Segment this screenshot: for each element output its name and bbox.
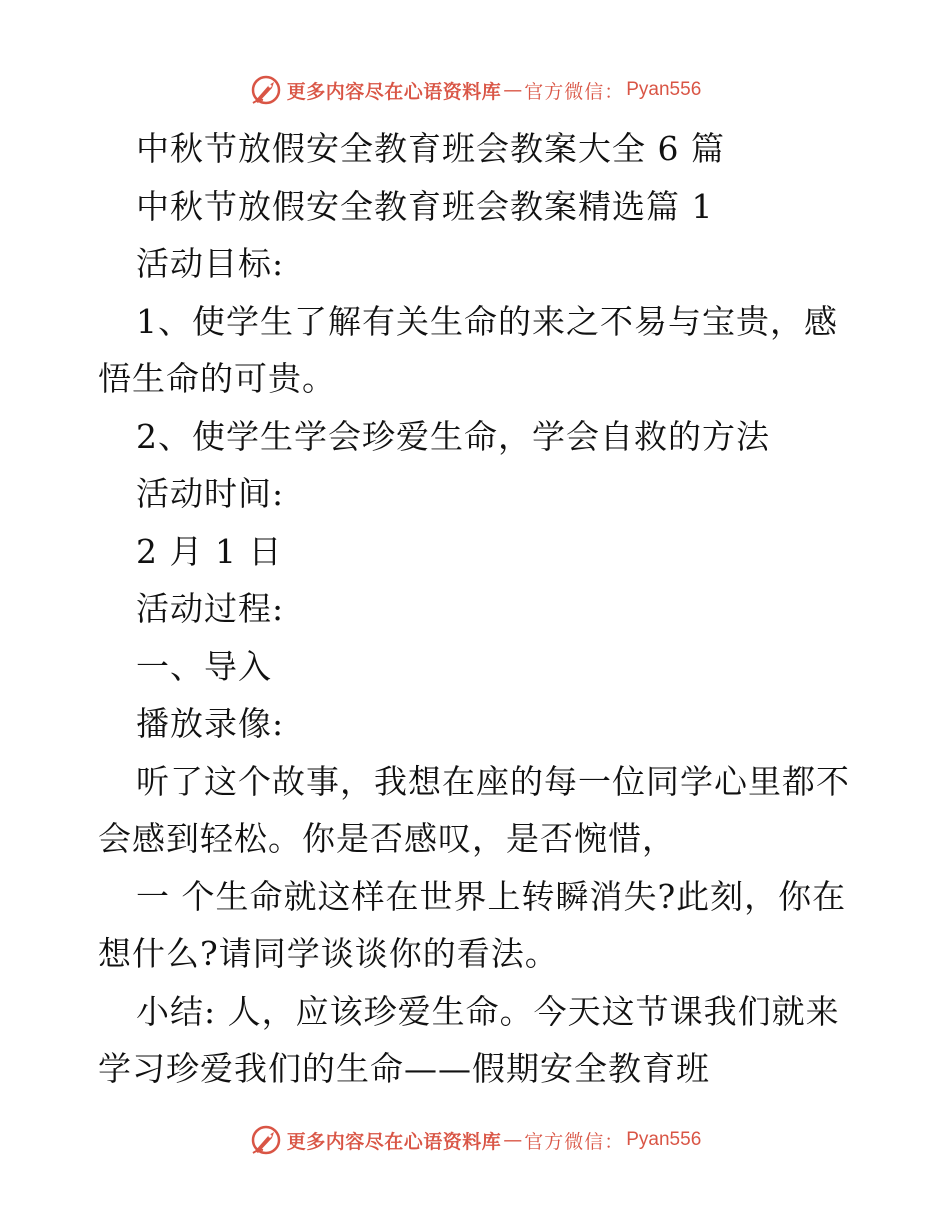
text-line: 活动时间: (136, 474, 285, 513)
text-line: 1、使学生了解有关生命的来之不易与宝贵，感 (136, 301, 838, 341)
text-line: 活动目标: (136, 244, 285, 283)
text-line: 会感到轻松。你是否感叹，是否惋惜， (98, 819, 676, 858)
text-line: 活动过程: (136, 589, 285, 628)
header-promo-text: 更多内容尽在心语资料库 (286, 80, 502, 103)
text-line: 2、使学生学会珍爱生命，学会自救的方法 (136, 416, 770, 456)
footer-watermark-banner (0, 1120, 950, 1160)
text-line: 学习珍爱我们的生命——假期安全教育班 (98, 1049, 710, 1088)
text-line: 一、导入 (136, 646, 272, 686)
pen-nib-logo-icon (249, 73, 283, 107)
footer-wechat-label: 官方微信： (524, 1130, 625, 1153)
text-line: 悟生命的可贵。 (98, 359, 336, 398)
document-body (98, 120, 858, 1098)
pen-nib-logo-icon (249, 1123, 283, 1157)
text-line: 想什么?请同学谈谈你的看法。 (98, 934, 559, 973)
header-dash: — (503, 79, 523, 101)
footer-dash: — (503, 1129, 523, 1151)
text-line: 听了这个故事，我想在座的每一位同学心里都不 (136, 761, 850, 801)
footer-wechat-id: Pyan556 (626, 1129, 702, 1150)
text-line: 播放录像: (136, 704, 285, 743)
header-wechat-id: Pyan556 (626, 79, 702, 100)
header-watermark-banner (0, 70, 950, 110)
text-line: 2 月 1 日 (136, 531, 283, 571)
document-title: 中秋节放假安全教育班会教案大全 6 篇 (136, 129, 725, 168)
text-line: 一 个生命就这样在世界上转瞬消失?此刻，你在 (136, 876, 847, 916)
footer-promo-text: 更多内容尽在心语资料库 (286, 1130, 502, 1153)
header-wechat-label: 官方微信： (524, 80, 625, 103)
section-heading: 中秋节放假安全教育班会教案精选篇 1 (136, 186, 714, 226)
text-line: 小结: 人，应该珍爱生命。今天这节课我们就来 (136, 991, 840, 1031)
